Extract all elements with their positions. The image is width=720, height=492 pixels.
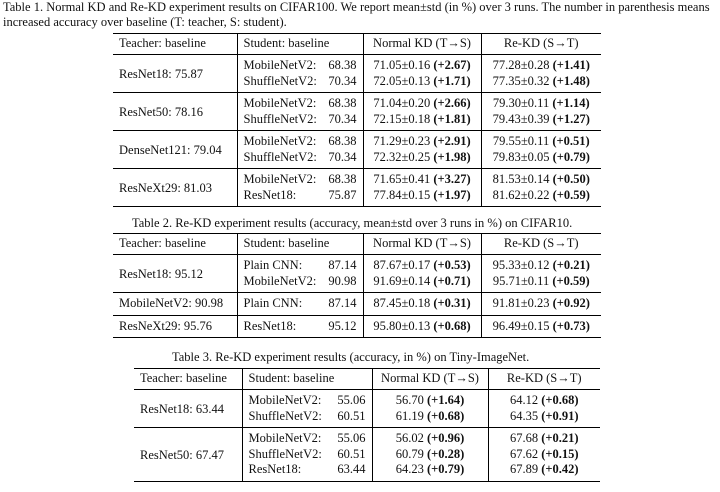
table-row [113,55,601,74]
rekd-cell [481,112,601,131]
normal-kd-cell [372,390,488,409]
header-row [113,34,601,55]
student-name: ShuffleNetV2: [243,111,317,126]
student-cell [242,409,372,428]
rekd-gain: (+0.21) [552,258,590,272]
normal-kd-cell [363,55,481,74]
rekd-gain: (+0.51) [552,134,590,148]
student-baseline: 87.14 [328,258,357,272]
column-header: Teacher: baseline [113,34,237,55]
normal-kd-cell [372,462,488,481]
normal-kd-value: 72.15±0.18 [373,111,431,126]
normal-kd-cell [363,150,481,169]
student-cell [237,55,363,74]
rekd-value: 91.81±0.23 [492,296,550,310]
table-row [113,131,601,150]
rekd-cell [481,74,601,93]
student-name: MobileNetV2: [248,393,322,407]
student-cell [242,390,372,409]
student-wrap [244,58,357,74]
column-header: Student: baseline [237,34,363,55]
rekd-value: 79.30±0.11 [492,96,550,110]
rekd-gain: (+0.91) [541,408,579,423]
normal-kd-value: 64.23 [395,462,424,476]
normal-kd-cell [372,447,488,463]
table3 [134,368,600,482]
normal-kd-value: 77.84±0.15 [373,187,431,202]
row-group [113,293,601,316]
table-row [134,428,600,447]
teacher-cell: ResNet18: 75.87 [113,55,237,93]
normal-kd-gain: (+1.64) [426,393,465,407]
student-cell [242,462,372,481]
normal-kd-gain: (+2.91) [433,134,471,148]
normal-kd-value: 71.29±0.23 [373,134,431,148]
student-cell [237,93,363,112]
rekd-gain: (+0.50) [552,172,590,186]
rekd-cell [481,131,601,150]
normal-kd-cell [363,112,481,131]
rekd-gain: (+0.79) [552,149,590,164]
rekd-value: 77.28±0.28 [492,58,550,72]
student-cell [237,293,363,316]
table-row [134,390,600,409]
normal-kd-cell [363,255,481,274]
student-baseline: 63.44 [337,462,366,476]
student-baseline: 70.34 [328,111,357,126]
row-group [113,315,601,338]
table-row [113,255,601,274]
column-header: Re-KD (S→T) [503,36,579,51]
normal-kd-value: 87.45±0.18 [373,296,431,310]
student-wrap [244,96,357,112]
rekd-value: 67.68 [509,431,539,445]
student-name: ResNet18: [248,462,302,476]
row-group [134,390,600,428]
normal-kd-gain: (+1.98) [433,149,471,164]
normal-kd-gain: (+1.71) [433,73,471,88]
normal-kd-gain: (+0.79) [426,462,465,476]
normal-kd-cell [363,315,481,338]
normal-kd-gain: (+3.27) [433,172,471,186]
normal-kd-gain: (+0.53) [433,258,471,272]
rekd-value: 64.35 [509,408,539,423]
student-wrap [244,112,357,128]
student-baseline: 95.12 [328,318,357,333]
row-group [113,169,601,207]
table-row [113,93,601,112]
rekd-value: 67.62 [509,446,539,461]
column-header: Normal KD (T→S) [363,34,481,55]
normal-kd-value: 87.67±0.17 [373,258,431,272]
student-name: MobileNetV2: [248,431,322,445]
header-row [113,234,601,255]
normal-kd-value: 71.04±0.20 [373,96,431,110]
table1-caption: Table 1. Normal KD and Re-KD experiment results on CIFAR100. We report mean±std (in %) over 3 runs. The number in parenthesis means increased accuracy over baseline (T: teacher, S: student). [3,0,710,29]
rekd-value: 67.89 [509,462,539,476]
rekd-gain: (+0.59) [552,273,590,288]
rekd-gain: (+0.73) [552,318,590,333]
student-baseline: 70.34 [328,149,357,164]
normal-kd-value: 72.32±0.25 [373,149,431,164]
row-group [134,428,600,482]
normal-kd-cell [363,74,481,93]
table3-caption: Table 3. Re-KD experiment results (accuracy, in %) on Tiny-ImageNet. [172,350,530,364]
teacher-cell: ResNet50: 78.16 [113,93,237,131]
rekd-gain: (+0.59) [552,187,590,202]
normal-kd-value: 71.65±0.41 [373,172,431,186]
student-baseline: 55.06 [337,393,366,407]
normal-kd-gain: (+0.31) [433,296,471,310]
normal-kd-cell [363,169,481,188]
normal-kd-gain: (+1.81) [433,111,471,126]
normal-kd-value: 91.69±0.14 [373,273,431,288]
rekd-gain: (+0.21) [541,431,579,445]
student-wrap [244,74,357,90]
rekd-value: 64.12 [509,393,539,407]
normal-kd-gain: (+0.68) [426,408,465,423]
normal-kd-cell [372,409,488,428]
rekd-value: 79.55±0.11 [492,134,550,148]
student-cell [237,150,363,169]
rekd-gain: (+0.92) [552,296,590,310]
teacher-cell: MobileNetV2: 90.98 [113,293,237,316]
normal-kd-cell [363,93,481,112]
row-group [113,55,601,93]
normal-kd-cell [363,293,481,316]
column-header: Teacher: baseline [113,234,237,255]
normal-kd-cell [363,131,481,150]
rekd-gain: (+0.68) [541,393,579,407]
column-header: Teacher: baseline [134,369,242,390]
student-name: ShuffleNetV2: [243,73,317,88]
student-name: MobileNetV2: [243,172,317,186]
normal-kd-gain: (+1.97) [433,187,471,202]
row-group [113,255,601,293]
student-wrap [244,258,357,274]
rekd-cell [481,188,601,207]
normal-kd-value: 71.05±0.16 [373,58,431,72]
rekd-cell [481,255,601,274]
column-header: Normal KD (T→S) [363,234,481,255]
rekd-value: 81.53±0.14 [492,172,550,186]
normal-kd-value: 61.19 [395,408,424,423]
teacher-cell: ResNet18: 63.44 [134,390,242,428]
row-group [113,131,601,169]
rekd-cell [488,390,600,409]
student-name: ShuffleNetV2: [243,149,317,164]
student-baseline: 68.38 [328,96,357,110]
rekd-gain: (+1.27) [552,111,590,126]
teacher-cell: ResNet18: 95.12 [113,255,237,293]
rekd-cell [488,428,600,447]
rekd-value: 79.43±0.39 [492,111,550,126]
normal-kd-value: 72.05±0.13 [373,73,431,88]
normal-kd-value: 56.02 [395,431,424,445]
rekd-gain: (+1.14) [552,96,590,110]
normal-kd-gain: (+0.68) [433,318,471,333]
student-wrap [244,134,357,150]
column-header: Student: baseline [237,234,363,255]
student-name: ResNet18: [243,187,297,202]
teacher-cell: ResNeXt29: 95.76 [113,315,237,338]
student-baseline: 70.34 [328,73,357,88]
student-name: ResNet18: [243,318,297,333]
rekd-gain: (+1.48) [552,73,590,88]
student-name: ShuffleNetV2: [248,408,322,423]
student-cell [237,274,363,293]
student-baseline: 60.51 [337,446,366,461]
rekd-cell [481,150,601,169]
normal-kd-value: 95.80±0.13 [373,318,431,333]
student-wrap [244,319,357,335]
student-baseline: 55.06 [337,431,366,445]
table-row [113,293,601,316]
student-cell [237,188,363,207]
rekd-cell [488,447,600,463]
student-name: ShuffleNetV2: [248,446,322,461]
normal-kd-cell [363,274,481,293]
student-wrap [249,447,366,463]
table1 [113,33,601,207]
student-wrap [244,296,357,312]
student-name: MobileNetV2: [243,273,317,288]
student-baseline: 60.51 [337,408,366,423]
student-baseline: 68.38 [328,172,357,186]
rekd-cell [481,293,601,316]
normal-kd-gain: (+0.96) [426,431,465,445]
teacher-cell: ResNeXt29: 81.03 [113,169,237,207]
student-name: MobileNetV2: [243,134,317,148]
table2-caption: Table 2. Re-KD experiment results (accuracy, mean±std over 3 runs in %) on CIFAR10. [132,216,573,230]
rekd-cell [481,169,601,188]
rekd-gain: (+0.42) [541,462,579,476]
rekd-value: 95.71±0.11 [492,273,550,288]
header-row [134,369,600,390]
rekd-cell [481,315,601,338]
column-header: Normal KD (T→S) [372,369,488,390]
rekd-value: 79.83±0.05 [492,149,550,164]
normal-kd-cell [372,428,488,447]
student-cell [237,315,363,338]
rekd-gain: (+0.15) [541,446,579,461]
teacher-cell: DenseNet121: 79.04 [113,131,237,169]
rekd-cell [481,93,601,112]
rekd-cell [488,409,600,428]
student-cell [237,112,363,131]
row-group [113,93,601,131]
column-header: Student: baseline [242,369,372,390]
student-wrap [244,150,357,166]
student-baseline: 68.38 [328,134,357,148]
student-baseline: 68.38 [328,58,357,72]
student-wrap [244,274,357,290]
student-cell [237,169,363,188]
student-baseline: 90.98 [328,273,357,288]
student-wrap [249,393,366,409]
student-baseline: 87.14 [328,296,357,310]
student-wrap [249,409,366,425]
rekd-cell [481,55,601,74]
student-baseline: 75.87 [328,187,357,202]
table2 [113,233,601,338]
rekd-cell [488,462,600,481]
student-wrap [244,172,357,188]
normal-kd-gain: (+2.66) [433,96,471,110]
normal-kd-cell [363,188,481,207]
student-name: MobileNetV2: [243,96,317,110]
student-cell [242,447,372,463]
rekd-value: 96.49±0.15 [492,318,550,333]
table-row [113,169,601,188]
student-wrap [244,188,357,204]
student-cell [237,255,363,274]
rekd-gain: (+1.41) [552,58,590,72]
normal-kd-gain: (+0.28) [426,446,465,461]
column-header: Re-KD (S→T) [503,236,579,251]
rekd-value: 77.35±0.32 [492,73,550,88]
table-row [113,315,601,338]
normal-kd-gain: (+2.67) [433,58,471,72]
student-wrap [249,462,366,478]
rekd-value: 95.33±0.12 [492,258,550,272]
student-name: Plain CNN: [243,296,303,310]
normal-kd-value: 56.70 [395,393,424,407]
student-name: MobileNetV2: [243,58,317,72]
student-name: Plain CNN: [243,258,303,272]
column-header: Re-KD (S→T) [506,371,582,386]
rekd-cell [481,274,601,293]
normal-kd-value: 60.79 [395,446,424,461]
rekd-value: 81.62±0.22 [492,187,550,202]
normal-kd-gain: (+0.71) [433,273,471,288]
student-cell [242,428,372,447]
student-wrap [249,431,366,447]
student-cell [237,74,363,93]
student-cell [237,131,363,150]
teacher-cell: ResNet50: 67.47 [134,428,242,482]
